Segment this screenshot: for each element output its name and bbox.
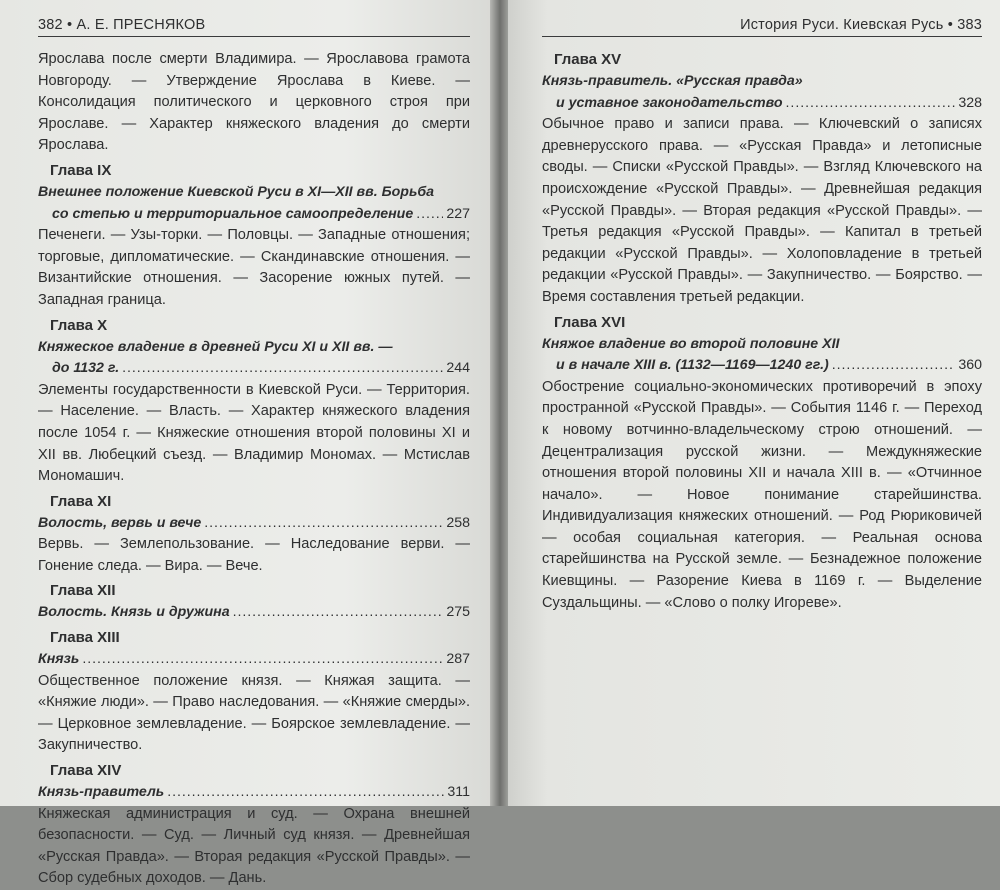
chapter-title [38, 782, 470, 804]
chapter-description: Вервь. — Землепользование. — Наследование верви. — Гонение следа. — Вира. — Вече. [38, 536, 470, 574]
page-number: 360 [958, 357, 982, 374]
chapter-title-line: Волость, вервь и вече [38, 514, 202, 531]
chapter-title-leader-line [38, 513, 470, 535]
book-gutter [490, 0, 510, 806]
dot-leader [233, 602, 444, 624]
chapter-title [38, 337, 470, 380]
chapter-title-line: со степью и территориальное самоопределение [52, 205, 414, 222]
left-page [0, 0, 492, 887]
chapter-label: Глава X [50, 316, 108, 334]
chapter-title [38, 182, 470, 225]
right-page-header: История Руси. Киевская Русь • 383 [740, 17, 982, 33]
dot-leader [416, 204, 443, 226]
chapter-description: Элементы государственности в Киевской Руси. — Территория. — Население. — Власть. — Характер княжеского владения после 1054 г. — Княжеские отношения второй половины XI и XII вв. Любецкий съезд. — Владимир Мономах. — Мстислав Мономашич. [38, 381, 470, 485]
page-number: 227 [446, 205, 470, 222]
chapter-entry [38, 315, 470, 488]
chapter-title [542, 334, 982, 377]
chapter-label: Глава XVI [554, 313, 626, 331]
right-chapter-list [542, 49, 982, 614]
chapter-label: Глава XIII [50, 629, 120, 647]
chapter-title-line: Князь-правитель. «Русская правда» [542, 73, 803, 89]
page-number: 311 [447, 784, 470, 801]
left-chapter-list [38, 160, 470, 890]
chapter-entry [542, 49, 982, 309]
chapter-label: Глава IX [50, 161, 112, 179]
chapter-label: Глава XV [554, 51, 622, 68]
chapter-title [542, 71, 982, 114]
chapter-title-line: Княжеское владение в древней Руси XI и XII вв. — [38, 338, 393, 355]
chapter-description: Общественное положение князя. — Княжая защита. — «Княжие люди». — Право наследования. — «Княжие смерды». — Церковное землевладение. — Боярское землевладение. — Закупничество. [38, 672, 470, 754]
chapter-title-leader-line [38, 649, 470, 671]
chapter-title-leader-line [38, 358, 470, 380]
chapter-title [38, 649, 470, 671]
chapter-label: Глава XIV [50, 762, 122, 780]
chapter-title [38, 513, 470, 535]
dot-leader [204, 513, 443, 535]
page-number: 258 [446, 514, 470, 531]
dot-leader [122, 358, 443, 380]
chapter-title-line: Внешнее положение Киевской Руси в XI—XII вв. Борьба [38, 183, 435, 200]
chapter-title-leader-line [542, 93, 982, 115]
chapter-title-leader-line [542, 355, 982, 377]
chapter-title-line: и уставное законодательство [556, 94, 783, 111]
chapter-entry [38, 491, 470, 578]
dot-leader [786, 93, 956, 115]
chapter-title-line: Князь-правитель [38, 784, 165, 801]
header-rule [542, 36, 982, 37]
chapter-entry [542, 312, 982, 615]
dot-leader [167, 782, 444, 804]
chapter-title-line: Волость. Князь и дружина [38, 604, 230, 621]
chapter-entry [38, 760, 470, 890]
page-number: 244 [446, 360, 470, 377]
page-number: 287 [446, 651, 470, 668]
chapter-entry [38, 580, 470, 624]
page-number: 328 [958, 94, 982, 111]
chapter-entry [38, 160, 470, 312]
page-number: 275 [446, 604, 470, 621]
header-rule [38, 36, 470, 37]
chapter-label: Глава XII [50, 582, 116, 600]
chapter-title [38, 602, 470, 624]
intro-text: Ярослава после смерти Владимира. — Ярославова грамота Новгороду. — Утверждение Ярослава в Киеве. — Консолидация политического и церковного строя при Ярославе. — Характер княжеского владения до смерти Ярослава. [38, 51, 470, 154]
chapter-title-line: Княжое владение во второй половине XII [542, 335, 840, 352]
chapter-title-leader-line [38, 204, 470, 226]
chapter-title-leader-line [38, 782, 470, 804]
chapter-label: Глава XI [50, 492, 112, 510]
left-page-header: 382 • А. Е. ПРЕСНЯКОВ [38, 17, 206, 33]
chapter-description: Обычное право и записи права. — Ключевский о записях древнерусского права. — «Русская Правда» и летописные своды. — Списки «Русской Правды». — Взгляд Ключевского на происхождение «Русской Правды». — Древнейшая редакция «Русской Правды». — Вторая редакция «Русской Правды». — Третья редакция «Русской Правды». — Капитал в третьей редакции «Русской Правды». — Холоповладение в третьей редакции «Русской Правды». — Закупничество. — Боярство. — Время составления третьей редакции. [542, 116, 982, 305]
chapter-title-line: Князь [38, 651, 80, 668]
dot-leader [832, 355, 956, 377]
chapter-title-line: до 1132 г. [52, 360, 120, 377]
chapter-title-line: и в начале XIII в. (1132—1169—1240 гг.) [556, 357, 829, 374]
chapter-entry [38, 627, 470, 757]
dot-leader [82, 649, 443, 671]
chapter-description: Печенеги. — Узы-торки. — Половцы. — Западные отношения; торговые, дипломатические. — Скандинавские отношения. — Византийские отношения. — Засорение южных путей. — Западная граница. [38, 227, 470, 308]
chapter-description: Обострение социально-экономических противоречий в эпоху пространной «Русской Правды». — События 1146 г. — Переход к новому вотчинно-владельческому строю отношений. — Децентрализация русской жизни. — Междукняжеские отношения второй половины XII и начала XIII в. — «Отчинное начало». — Новое понимание старейшинства. Индивидуализация княжеских отношений. — Род Рюриковичей — особая социальная категория. — Реальная основа старейшинства на Русской земле. — Безнадежное положение Киевщины. — Разорение Киева в 1169 г. — Выделение Суздальщины. — «Слово о полку Игореве». [542, 378, 982, 611]
chapter-title-leader-line [38, 602, 470, 624]
chapter-description: Княжеская администрация и суд. — Охрана внешней безопасности. — Суд. — Личный суд князя. — Древнейшая «Русская Правда». — Вторая редакция «Русской Правды». — Сбор судебных доходов. — Дань. [38, 805, 470, 887]
right-page [508, 0, 1000, 806]
